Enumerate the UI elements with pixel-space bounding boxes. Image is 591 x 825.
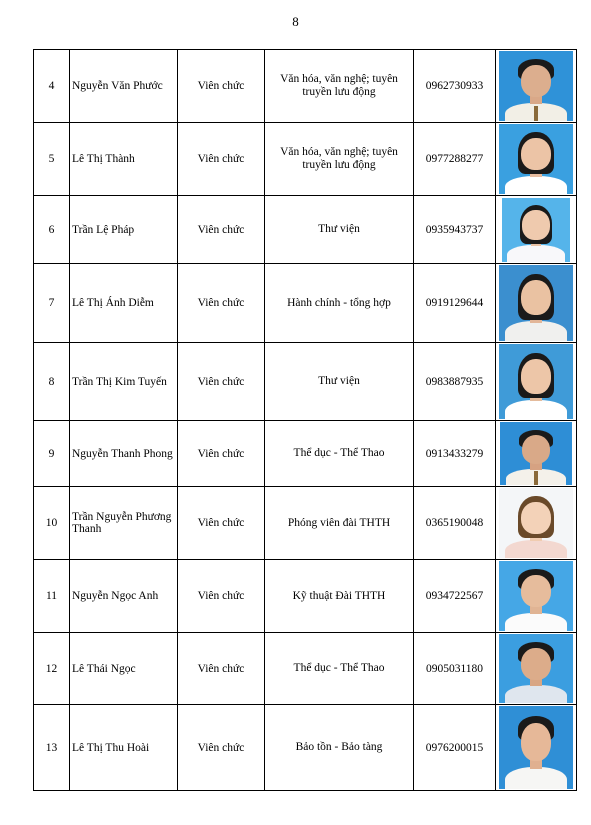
- staff-field: Thư viện: [265, 343, 414, 421]
- table-row: [34, 421, 577, 487]
- staff-type: Viên chức: [178, 487, 265, 560]
- photo-cell: [496, 196, 577, 264]
- staff-phone: 0962730933: [414, 50, 496, 123]
- table-row: [34, 560, 577, 633]
- staff-field: Văn hóa, văn nghệ; tuyên truyền lưu động: [265, 50, 414, 123]
- staff-name: Nguyễn Văn Phước: [70, 50, 178, 123]
- row-number: 9: [34, 421, 70, 487]
- table-row: [34, 343, 577, 421]
- staff-phone: 0935943737: [414, 196, 496, 264]
- row-number: 4: [34, 50, 70, 123]
- row-number: 11: [34, 560, 70, 633]
- staff-type: Viên chức: [178, 196, 265, 264]
- row-number: 5: [34, 123, 70, 196]
- staff-field: Phóng viên đài THTH: [265, 487, 414, 560]
- row-number: 13: [34, 705, 70, 791]
- photo-cell: [496, 264, 577, 343]
- staff-field: Bảo tồn - Bảo tàng: [265, 705, 414, 791]
- staff-name: Nguyễn Ngọc Anh: [70, 560, 178, 633]
- photo-cell: [496, 421, 577, 487]
- row-number: 6: [34, 196, 70, 264]
- staff-phone: 0977288277: [414, 123, 496, 196]
- staff-type: Viên chức: [178, 633, 265, 705]
- portrait-photo: [499, 265, 573, 341]
- staff-field: Thể dục - Thể Thao: [265, 421, 414, 487]
- table-row: [34, 705, 577, 791]
- staff-field: Văn hóa, văn nghệ; tuyên truyền lưu động: [265, 123, 414, 196]
- staff-name: Lê Thị Thu Hoài: [70, 705, 178, 791]
- photo-cell: [496, 705, 577, 791]
- staff-phone: 0919129644: [414, 264, 496, 343]
- staff-phone: 0365190048: [414, 487, 496, 560]
- photo-cell: [496, 560, 577, 633]
- staff-name: Lê Thị Thành: [70, 123, 178, 196]
- portrait-photo: [502, 198, 570, 262]
- table-row: [34, 123, 577, 196]
- photo-cell: [496, 487, 577, 560]
- staff-type: Viên chức: [178, 560, 265, 633]
- staff-name: Nguyễn Thanh Phong: [70, 421, 178, 487]
- portrait-photo: [499, 561, 573, 631]
- staff-field: Kỹ thuật Đài THTH: [265, 560, 414, 633]
- staff-phone: 0913433279: [414, 421, 496, 487]
- staff-phone: 0905031180: [414, 633, 496, 705]
- photo-cell: [496, 50, 577, 123]
- staff-name: Lê Thái Ngọc: [70, 633, 178, 705]
- staff-field: Hành chính - tổng hợp: [265, 264, 414, 343]
- staff-field: Thể dục - Thể Thao: [265, 633, 414, 705]
- staff-name: Trần Nguyễn Phương Thanh: [70, 487, 178, 560]
- staff-field: Thư viện: [265, 196, 414, 264]
- page-number: 8: [292, 14, 299, 29]
- portrait-photo: [499, 51, 573, 121]
- row-number: 12: [34, 633, 70, 705]
- table-row: [34, 487, 577, 560]
- staff-name: Trần Lệ Pháp: [70, 196, 178, 264]
- staff-type: Viên chức: [178, 264, 265, 343]
- staff-phone: 0934722567: [414, 560, 496, 633]
- staff-name: Lê Thị Ánh Diễm: [70, 264, 178, 343]
- staff-type: Viên chức: [178, 123, 265, 196]
- row-number: 10: [34, 487, 70, 560]
- portrait-photo: [499, 634, 573, 703]
- staff-type: Viên chức: [178, 421, 265, 487]
- staff-phone: 0983887935: [414, 343, 496, 421]
- portrait-photo: [499, 344, 573, 419]
- row-number: 7: [34, 264, 70, 343]
- table-row: [34, 50, 577, 123]
- staff-type: Viên chức: [178, 343, 265, 421]
- portrait-photo: [500, 422, 572, 485]
- photo-cell: [496, 633, 577, 705]
- photo-cell: [496, 123, 577, 196]
- photo-cell: [496, 343, 577, 421]
- table-row: [34, 196, 577, 264]
- table-row: [34, 633, 577, 705]
- staff-table: [33, 49, 577, 791]
- row-number: 8: [34, 343, 70, 421]
- portrait-photo: [499, 488, 573, 558]
- staff-type: Viên chức: [178, 50, 265, 123]
- staff-type: Viên chức: [178, 705, 265, 791]
- portrait-photo: [499, 124, 573, 194]
- staff-name: Trần Thị Kim Tuyến: [70, 343, 178, 421]
- portrait-photo: [499, 706, 573, 789]
- staff-phone: 0976200015: [414, 705, 496, 791]
- table-row: [34, 264, 577, 343]
